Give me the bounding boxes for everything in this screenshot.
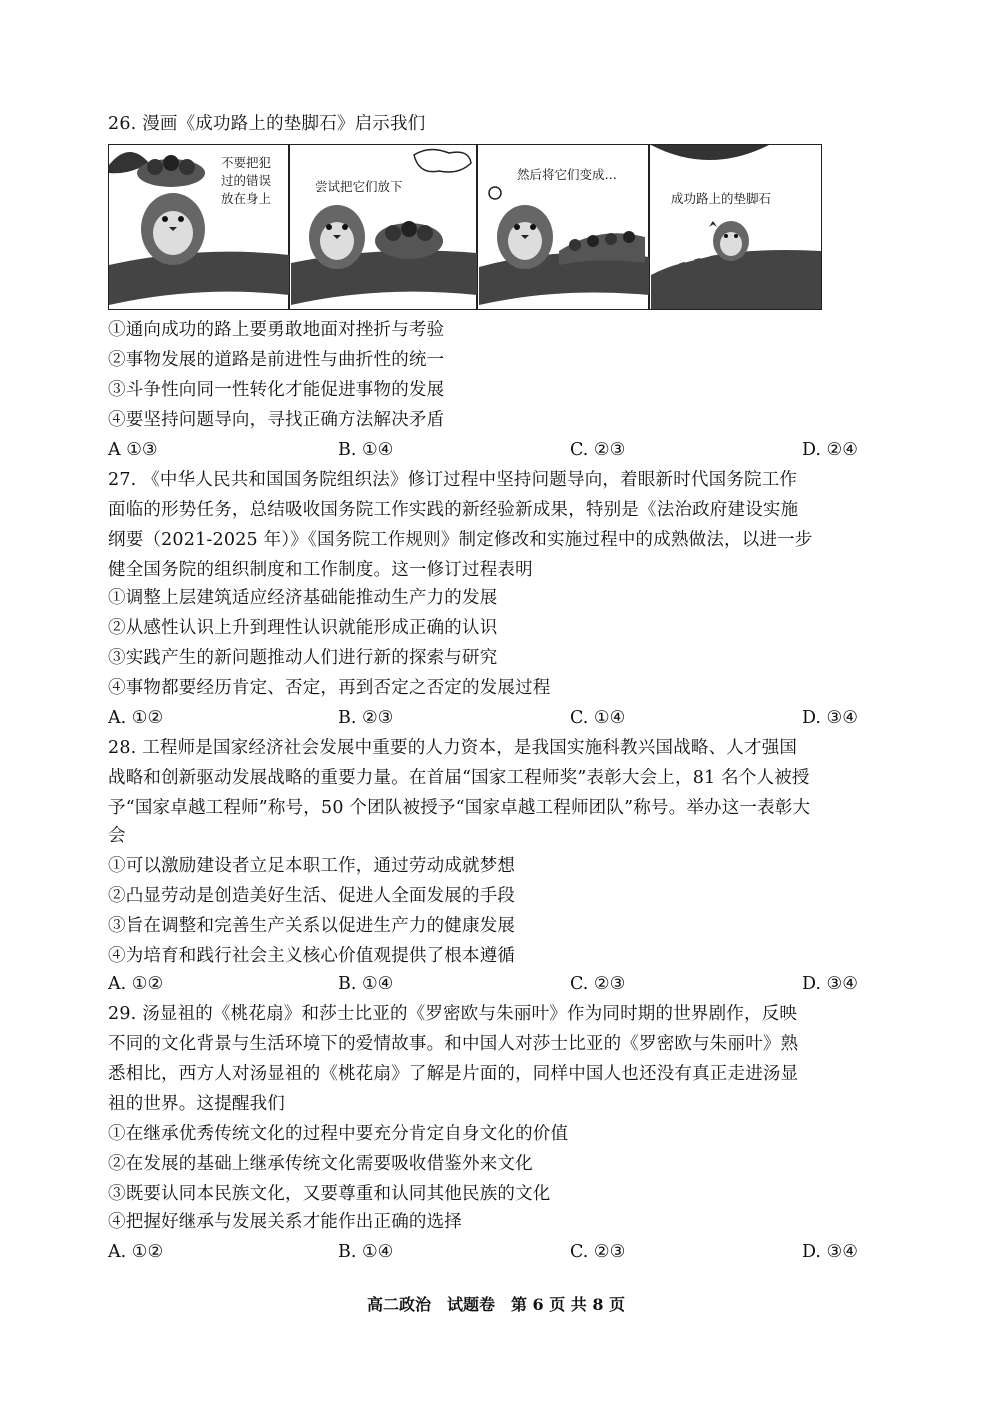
q29-option-b[interactable]: B. ①④ (338, 1242, 394, 1262)
q26-option-a[interactable]: A ①③ (108, 440, 158, 460)
panel3-caption: 然后将它们变成… (517, 167, 618, 182)
q29-item-4: ④把握好继承与发展关系才能作出正确的选择 (108, 1212, 462, 1232)
q28-stem-line: 予“国家卓越工程师”称号，50 个团队被授予“国家卓越工程师团队”称号。举办这一表彰大 (108, 798, 811, 818)
q27-item-4: ④事物都要经历肯定、否定，再到否定之否定的发展过程 (108, 678, 551, 698)
q29-stem-line: 祖的世界。这提醒我们 (108, 1094, 285, 1114)
q29-option-a[interactable]: A. ①② (108, 1242, 164, 1262)
q26-stem: 26. 漫画《成功路上的垫脚石》启示我们 (108, 114, 426, 134)
q29-item-3: ③既要认同本民族文化，又要尊重和认同其他民族的文化 (108, 1184, 551, 1204)
q28-option-a[interactable]: A. ①② (108, 974, 164, 994)
q27-option-c[interactable]: C. ①④ (570, 708, 626, 728)
comic-illustration (109, 145, 821, 309)
q26-option-c[interactable]: C. ②③ (570, 440, 626, 460)
q28-stem-line: 会 (108, 826, 126, 846)
q27-stem-line: 健全国务院的组织制度和工作制度。这一修订过程表明 (108, 560, 533, 580)
q26-item-4: ④要坚持问题导向，寻找正确方法解决矛盾 (108, 410, 445, 430)
q29-stem-line: 悉相比，西方人对汤显祖的《桃花扇》了解是片面的，同样中国人也还没有真正走进汤显 (108, 1064, 799, 1084)
q28-item-3: ③旨在调整和完善生产关系以促进生产力的健康发展 (108, 916, 516, 936)
q26-item-1: ①通向成功的路上要勇敢地面对挫折与考验 (108, 320, 445, 340)
q28-option-d[interactable]: D. ③④ (802, 974, 858, 994)
q27-options (108, 706, 888, 730)
comic-strip (108, 144, 822, 310)
q28-item-4: ④为培育和践行社会主义核心价值观提供了根本遵循 (108, 946, 516, 966)
q28-item-1: ①可以激励建设者立足本职工作，通过劳动成就梦想 (108, 856, 516, 876)
q27-stem-line: 纲要（2021-2025 年）》《国务院工作规则》制定修改和实施过程中的成熟做法，以进一步 (108, 530, 813, 550)
q28-stem-line: 28. 工程师是国家经济社会发展中重要的人力资本，是我国实施科教兴国战略、人才强国 (108, 738, 798, 758)
q28-option-b[interactable]: B. ①④ (338, 974, 394, 994)
q26-option-d[interactable]: D. ②④ (802, 440, 858, 460)
q26-item-2: ②事物发展的道路是前进性与曲折性的统一 (108, 350, 445, 370)
panel1-line2: 过的错误 (221, 173, 272, 188)
q29-options (108, 1240, 888, 1264)
q29-option-d[interactable]: D. ③④ (802, 1242, 858, 1262)
panel1-line1: 不要把犯 (221, 155, 272, 170)
q29-stem-line: 不同的文化背景与生活环境下的爱情故事。和中国人对莎士比亚的《罗密欧与朱丽叶》熟 (108, 1034, 799, 1054)
page-footer: 高二政治 试题卷 第 6 页 共 8 页 (366, 1295, 626, 1314)
q28-item-2: ②凸显劳动是创造美好生活、促进人全面发展的手段 (108, 886, 516, 906)
q26-option-b[interactable]: B. ①④ (338, 440, 394, 460)
q29-item-2: ②在发展的基础上继承传统文化需要吸收借鉴外来文化 (108, 1154, 533, 1174)
q27-stem-line: 面临的形势任务，总结吸收国务院工作实践的新经验新成果，特别是《法治政府建设实施 (108, 500, 799, 520)
q28-stem-line: 战略和创新驱动发展战略的重要力量。在首届“国家工程师奖”表彰大会上，81 名个人被授 (108, 768, 810, 788)
q27-stem-line: 27. 《中华人民共和国国务院组织法》修订过程中坚持问题导向，着眼新时代国务院工作 (108, 470, 798, 490)
q28-option-c[interactable]: C. ②③ (570, 974, 626, 994)
q27-option-b[interactable]: B. ②③ (338, 708, 394, 728)
panel1-line3: 放在身上 (221, 191, 272, 206)
q26-item-3: ③斗争性向同一性转化才能促进事物的发展 (108, 380, 445, 400)
q27-option-d[interactable]: D. ③④ (802, 708, 858, 728)
q27-item-1: ①调整上层建筑适应经济基础能推动生产力的发展 (108, 588, 498, 608)
panel2-caption: 尝试把它们放下 (315, 179, 403, 194)
q29-option-c[interactable]: C. ②③ (570, 1242, 626, 1262)
q29-item-1: ①在继承优秀传统文化的过程中要充分肯定自身文化的价值 (108, 1124, 569, 1144)
q27-item-2: ②从感性认识上升到理性认识就能形成正确的认识 (108, 618, 498, 638)
q26-options (108, 438, 888, 462)
q29-stem-line: 29. 汤显祖的《桃花扇》和莎士比亚的《罗密欧与朱丽叶》作为同时期的世界剧作，反映 (108, 1004, 798, 1024)
q28-options (108, 972, 888, 996)
panel4-caption: 成功路上的垫脚石 (671, 191, 772, 206)
q27-item-3: ③实践产生的新问题推动人们进行新的探索与研究 (108, 648, 498, 668)
q27-option-a[interactable]: A. ①② (108, 708, 164, 728)
